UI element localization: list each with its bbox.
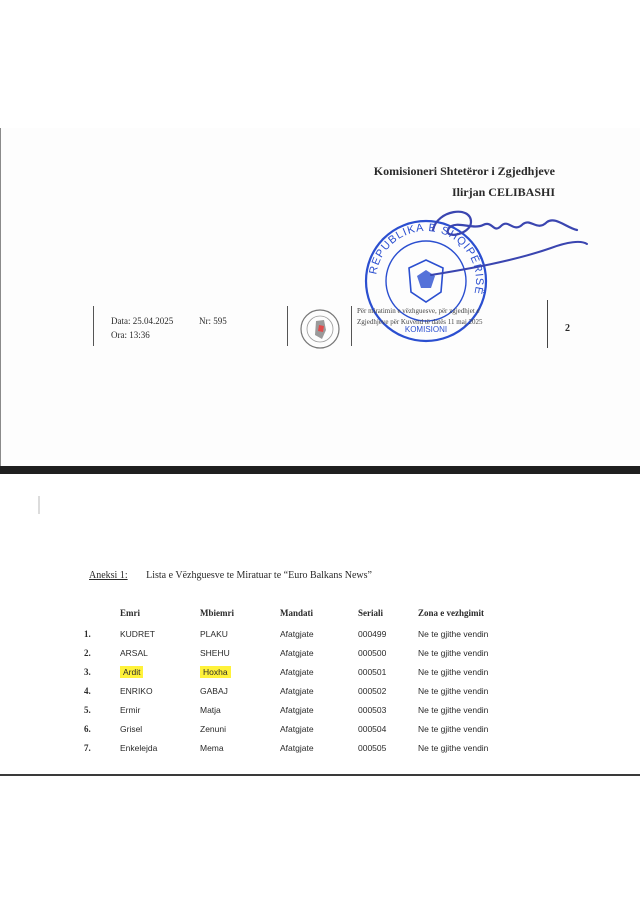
footer-time: [111, 330, 150, 340]
table-row: [84, 738, 528, 757]
annex-title: Lista e Vëzhguesve te Miratuar te “Euro Balkans News”: [146, 570, 372, 581]
page-separator: [0, 466, 640, 474]
footer-divider: [351, 306, 352, 346]
cell-emri: KUDRET: [120, 628, 155, 639]
cell-mandati: Afatgjate: [280, 628, 314, 639]
cell-emri: [120, 662, 200, 681]
annex-label: Aneksi 1:: [89, 570, 128, 581]
footer-date: [111, 316, 173, 326]
cell-seriali: 000504: [358, 723, 387, 734]
table-row: [84, 719, 528, 738]
cell-zona: Ne te gjithe vendin: [418, 666, 489, 677]
cell-zona: Ne te gjithe vendin: [418, 685, 489, 696]
cell-emri: Grisel: [120, 723, 143, 734]
footer-note: [357, 306, 537, 328]
row-number: 3.: [84, 666, 91, 677]
highlighted-surname: Hoxha: [200, 666, 231, 678]
table-row: [84, 681, 528, 700]
table-row-highlighted: [84, 662, 528, 681]
cell-emri: ENRIKO: [120, 685, 153, 696]
cell-seriali: 000503: [358, 704, 387, 715]
nr-label: Nr:: [199, 316, 211, 326]
nr-value: 595: [213, 316, 227, 326]
cell-seriali: 000500: [358, 647, 387, 658]
highlighted-name: Ardit: [120, 666, 143, 678]
signatory-name: Ilirjan CELIBASHI: [451, 185, 555, 199]
handwritten-signature: [401, 200, 601, 300]
table-header-row: [84, 602, 528, 624]
cell-mbiemri: PLAKU: [200, 628, 228, 639]
row-number: 1.: [84, 628, 91, 639]
cell-zona: Ne te gjithe vendin: [418, 647, 489, 658]
scan-mark: [38, 496, 40, 514]
cell-mbiemri: Zenuni: [200, 723, 226, 734]
document-page-2: [0, 474, 640, 774]
cell-seriali: 000505: [358, 742, 387, 753]
date-label: Data:: [111, 316, 131, 326]
cell-mandati: Afatgjate: [280, 666, 314, 677]
header-zona: Zona e vezhgimit: [418, 608, 484, 618]
row-number: 4.: [84, 685, 91, 696]
page-bottom-edge: [0, 774, 640, 776]
cell-seriali: 000499: [358, 628, 387, 639]
cell-zona: Ne te gjithe vendin: [418, 742, 489, 753]
cell-mbiemri: SHEHU: [200, 647, 230, 658]
commission-logo-icon: [299, 308, 341, 350]
footer-divider: [547, 300, 548, 348]
annex-heading: [89, 570, 372, 581]
footer-note-line: Për miratimin e vëzhguesve, për zgjedhjet e: [357, 307, 480, 315]
cell-mbiemri: Matja: [200, 704, 221, 715]
cell-zona: Ne te gjithe vendin: [418, 723, 489, 734]
ora-label: Ora:: [111, 330, 127, 340]
table-row: [84, 643, 528, 662]
cell-mbiemri: Mema: [200, 742, 224, 753]
observers-table: [84, 602, 528, 757]
date-value: 25.04.2025: [132, 316, 174, 326]
cell-mandati: Afatgjate: [280, 704, 314, 715]
stamp-bottom-text: KOMISIONI: [404, 325, 448, 334]
cell-mbiemri: GABAJ: [200, 685, 228, 696]
cell-seriali: 000501: [358, 666, 387, 677]
header-seriali: Seriali: [358, 608, 383, 618]
footer-divider: [287, 306, 288, 346]
cell-mbiemri: [200, 662, 280, 681]
document-page-1: [0, 128, 640, 466]
table-row: [84, 624, 528, 643]
footer-divider: [93, 306, 94, 346]
cell-emri: Ermir: [120, 704, 141, 715]
stamp-ring-text: REPUBLIKA E SHQIPËRISË: [367, 221, 486, 296]
cell-mandati: Afatgjate: [280, 647, 314, 658]
cell-emri: ARSAL: [120, 647, 148, 658]
cell-zona: Ne te gjithe vendin: [418, 628, 489, 639]
footer-note-line: Zgjedhjeve për Kuvend të datës 11 maj 2025: [357, 318, 483, 326]
signatory-title: Komisioneri Shtetëror i Zgjedhjeve: [373, 164, 555, 178]
header-number: [84, 602, 120, 624]
cell-mandati: Afatgjate: [280, 723, 314, 734]
ora-value: 13:36: [129, 330, 150, 340]
cell-emri: Enkelejda: [120, 742, 158, 753]
cell-mandati: Afatgjate: [280, 742, 314, 753]
row-number: 7.: [84, 742, 91, 753]
cell-seriali: 000502: [358, 685, 387, 696]
header-emri: Emri: [120, 608, 140, 618]
header-mandati: Mandati: [280, 608, 314, 618]
cell-mandati: Afatgjate: [280, 685, 314, 696]
footer-number: [199, 316, 227, 326]
row-number: 2.: [84, 647, 91, 658]
cell-zona: Ne te gjithe vendin: [418, 704, 489, 715]
header-mbiemri: Mbiemri: [200, 608, 234, 618]
row-number: 6.: [84, 723, 91, 734]
row-number: 5.: [84, 704, 91, 715]
table-row: [84, 700, 528, 719]
page-number: 2: [565, 323, 570, 334]
